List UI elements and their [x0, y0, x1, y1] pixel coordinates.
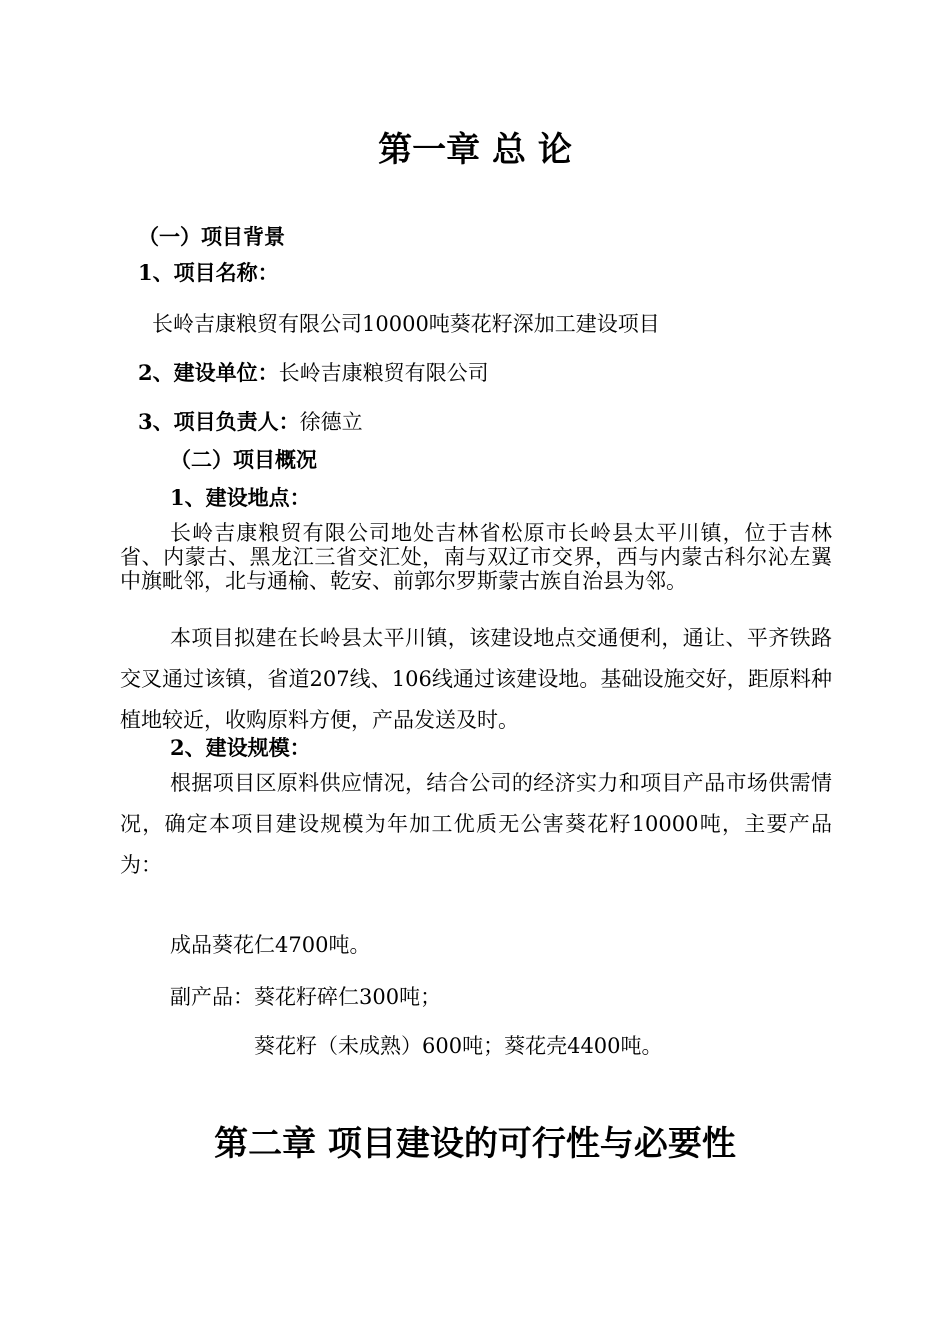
section-heading-overview: （二）项目概况	[170, 447, 317, 472]
chapter-2-title: 第二章 项目建设的可行性与必要性	[214, 1124, 736, 1164]
location-paragraph-2: 本项目拟建在长岭县太平川镇，该建设地点交通便利，通让、平齐铁路交叉通过该镇，省道207线、106线通过该建设地。基础设施交好，距原料种植地较近，收购原料方便，产品发送及时。	[120, 626, 832, 732]
construction-unit-value: 长岭吉康粮贸有限公司	[278, 361, 489, 385]
byproduct-line-1: 副产品：葵花籽碎仁300吨；	[170, 985, 442, 1009]
chapter-1-title: 第一章 总 论	[378, 130, 572, 170]
scale-paragraph: 根据项目区原料供应情况，结合公司的经济实力和项目产品市场供需情况，确定本项目建设规模为年加工优质无公害葵花籽10000吨，主要产品为：	[120, 771, 832, 877]
main-product-line: 成品葵花仁4700吨。	[170, 933, 371, 957]
project-name-value: 长岭吉康粮贸有限公司10000吨葵花籽深加工建设项目	[152, 312, 660, 336]
project-leader-row	[138, 409, 363, 435]
location-paragraph-1: 长岭吉康粮贸有限公司地处吉林省松原市长岭县太平川镇，位于吉林省、内蒙古、黑龙江三省交汇处，南与双辽市交界，西与内蒙古科尔沁左翼中旗毗邻，北与通榆、乾安、前郭尔罗斯蒙古族自治县为邻。	[120, 521, 832, 593]
byproduct-line-2: 葵花籽（未成熟）600吨；葵花壳4400吨。	[254, 1034, 663, 1058]
scale-label: 2、建设规模：	[170, 735, 311, 760]
project-leader-label: 3、项目负责人：	[138, 409, 300, 434]
section-heading-background: （一）项目背景	[138, 224, 285, 249]
construction-unit-label: 2、建设单位：	[138, 360, 279, 385]
project-name-label: 1、项目名称：	[138, 260, 279, 285]
construction-unit-row	[138, 360, 489, 386]
location-label: 1、建设地点：	[170, 485, 311, 510]
project-leader-value: 徐德立	[299, 410, 363, 434]
